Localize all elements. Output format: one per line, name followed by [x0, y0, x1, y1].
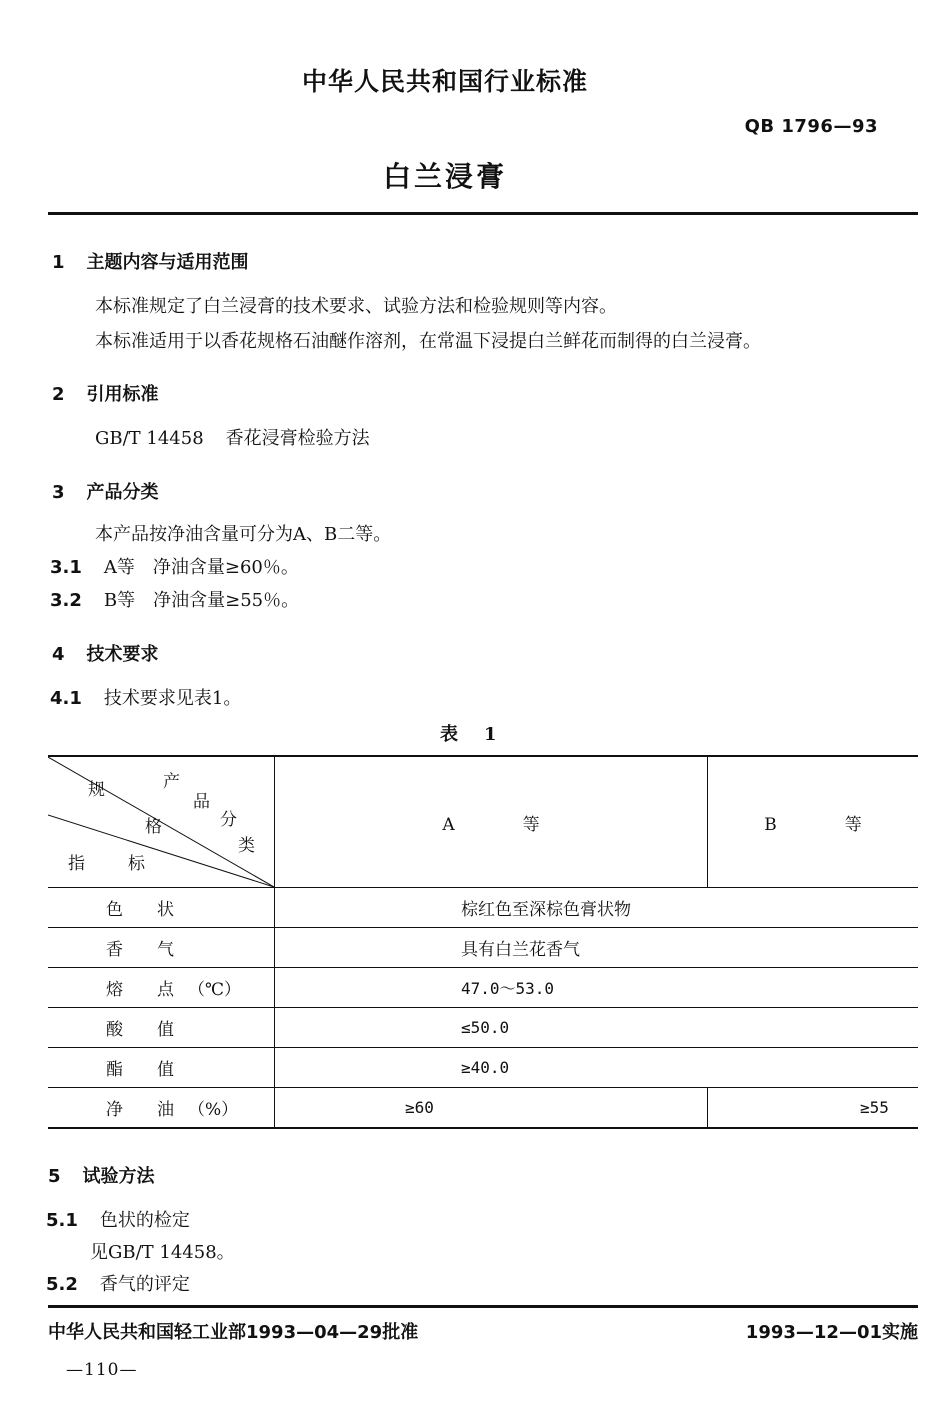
footer-rule	[48, 1305, 918, 1308]
table-row-aroma	[48, 928, 918, 968]
row-value-melting-point: 47.0～53.0	[275, 968, 919, 1008]
section-4-number: 4	[52, 644, 65, 665]
standard-code: QB 1796—93	[744, 116, 878, 137]
implementation-date: 1993—12—01实施	[745, 1322, 918, 1343]
corner-label-chan: 产	[163, 772, 180, 792]
table-row-color	[48, 888, 918, 928]
clause-5-1	[46, 1206, 190, 1232]
column-header-grade-b: B 等	[708, 756, 919, 888]
section-2-number: 2	[52, 384, 65, 405]
row-value-net-oil-a: ≥60	[275, 1088, 708, 1129]
row-label-color: 色 状	[106, 900, 174, 920]
clause-4-1-text: 技术要求见表1。	[103, 688, 242, 709]
clause-3-1-number: 3.1	[50, 557, 82, 578]
reference-code: GB/T 14458	[95, 428, 204, 449]
section-5-heading	[48, 1162, 155, 1188]
row-value-color: 棕红色至深棕色膏状物	[275, 888, 919, 928]
section-3-title: 产品分类	[86, 482, 159, 503]
row-value-aroma: 具有白兰花香气	[275, 928, 919, 968]
section-1-heading	[52, 248, 249, 274]
section-4-heading	[52, 640, 159, 666]
table-title: 表 1	[440, 724, 501, 745]
corner-label-zhi: 指	[68, 854, 85, 874]
row-value-net-oil-b: ≥55	[708, 1088, 919, 1129]
row-value-ester-value: ≥40.0	[275, 1048, 919, 1088]
row-label-acid-value: 酸 值	[106, 1020, 174, 1040]
section-1-para-2: 本标准适用于以香花规格石油醚作溶剂，在常温下浸提白兰鲜花而制得的白兰浸膏。	[95, 331, 761, 352]
clause-5-2-title: 香气的评定	[99, 1274, 190, 1295]
section-4-title: 技术要求	[86, 644, 159, 665]
reference-name: 香花浸膏检验方法	[225, 428, 370, 449]
corner-label-fen: 分	[220, 810, 237, 830]
clause-5-1-number: 5.1	[46, 1210, 78, 1231]
corner-label-biao: 标	[128, 854, 145, 874]
clause-3-1-text: A等 净油含量≥60％。	[103, 557, 299, 578]
row-label-melting-point: 熔 点	[106, 980, 174, 1000]
table-row-melting-point	[48, 968, 918, 1008]
section-3-para: 本产品按净油含量可分为A、B二等。	[95, 524, 392, 545]
table-row-ester-value	[48, 1048, 918, 1088]
clause-3-2-text: B等 净油含量≥55％。	[103, 590, 300, 611]
corner-label-lei: 类	[238, 836, 255, 856]
document-title: 白兰浸膏	[382, 160, 507, 193]
row-unit-net-oil: （%）	[188, 1100, 239, 1120]
section-2-title: 引用标准	[86, 384, 159, 405]
column-header-grade-a: A 等	[275, 756, 708, 888]
clause-5-1-title: 色状的检定	[99, 1210, 190, 1231]
row-unit-melting-point: （℃）	[188, 980, 242, 1000]
org-title: 中华人民共和国行业标准	[301, 67, 588, 96]
title-rule	[48, 212, 918, 215]
section-5-number: 5	[48, 1166, 61, 1187]
table-row-acid-value	[48, 1008, 918, 1048]
row-label-ester-value: 酯 值	[106, 1060, 174, 1080]
clause-5-2-number: 5.2	[46, 1274, 78, 1295]
clause-3-2	[50, 586, 299, 612]
clause-5-1-text: 见GB/T 14458。	[90, 1242, 235, 1263]
clause-3-2-number: 3.2	[50, 590, 82, 611]
clause-4-1-number: 4.1	[50, 688, 82, 709]
referenced-standard	[95, 424, 370, 450]
section-3-heading	[52, 478, 159, 504]
corner-label-pin: 品	[193, 792, 210, 812]
approval-statement: 中华人民共和国轻工业部1993—04—29批准	[48, 1322, 419, 1343]
clause-4-1	[50, 684, 241, 710]
corner-label-gui: 规	[88, 780, 105, 800]
corner-label-ge: 格	[145, 817, 162, 837]
row-value-acid-value: ≤50.0	[275, 1008, 919, 1048]
section-1-title: 主题内容与适用范围	[86, 252, 249, 273]
section-1-para-1: 本标准规定了白兰浸膏的技术要求、试验方法和检验规则等内容。	[95, 296, 617, 317]
section-2-heading	[52, 380, 159, 406]
section-5-title: 试验方法	[82, 1166, 155, 1187]
technical-requirements-table	[48, 755, 918, 1129]
clause-3-1	[50, 553, 299, 579]
section-1-number: 1	[52, 252, 65, 273]
page-number: —110—	[66, 1360, 138, 1380]
clause-5-2	[46, 1270, 190, 1296]
row-label-aroma: 香 气	[106, 940, 174, 960]
section-3-number: 3	[52, 482, 65, 503]
row-label-net-oil: 净 油	[106, 1100, 174, 1120]
table-row-net-oil	[48, 1088, 918, 1129]
table-corner-header	[48, 756, 275, 888]
